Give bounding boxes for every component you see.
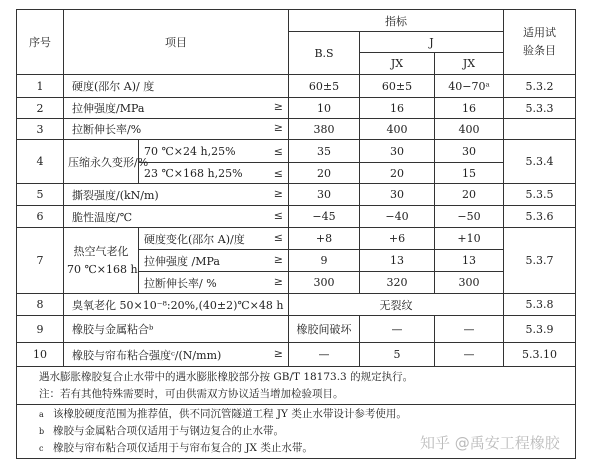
clause: 5.3.10	[504, 343, 576, 367]
note: 注：若有其他特殊需要时，可由供需双方协议适当增加检验项目。	[39, 387, 344, 400]
row-item: 拉伸强度/MPa ≥	[64, 98, 289, 119]
sub-condition: 拉断伸长率/ % ≥	[139, 272, 289, 294]
row-item: 热空气老化 70 ℃×168 h	[64, 228, 139, 294]
table-row	[17, 206, 576, 228]
table-row	[17, 98, 576, 119]
header-clause: 适用试验条目	[504, 10, 576, 75]
row-number: 9	[17, 316, 64, 343]
jx1-value: 13	[360, 250, 435, 272]
bs-value: −45	[289, 206, 360, 228]
row-item: 橡胶与帘布粘合强度ᶜ/(N/mm) ≥	[64, 343, 289, 367]
row-item: 脆性温度/℃ ≤	[64, 206, 289, 228]
row-number: 10	[17, 343, 64, 367]
footnote: a 该橡胶硬度范围为推荐值，供不同沉管隧道工程 JY 类止水带设计参考使用。	[39, 408, 407, 420]
jx1-value: —	[360, 316, 435, 343]
clause: 5.3.3	[504, 98, 576, 119]
watermark: 知乎 @禹安工程橡胶	[420, 434, 560, 452]
jx2-value: 40−70ᵃ	[435, 75, 504, 98]
header-item: 项目	[64, 10, 289, 75]
jx1-value: 5	[360, 343, 435, 367]
jx2-value: +10	[435, 228, 504, 250]
clause: 5.3.4	[504, 140, 576, 184]
header-j: J	[360, 32, 504, 53]
row-item: 撕裂强度/(kN/m) ≥	[64, 184, 289, 206]
jx2-value: —	[435, 343, 504, 367]
footnote: b 橡胶与金属粘合项仅适用于与钢边复合的止水带。	[39, 425, 284, 437]
bs-value: 35	[289, 140, 360, 163]
clause	[504, 119, 576, 140]
merged-value: 无裂纹	[289, 294, 504, 316]
jx1-value: +6	[360, 228, 435, 250]
clause: 5.3.8	[504, 294, 576, 316]
jx2-value: 30	[435, 140, 504, 163]
table-row	[17, 343, 576, 367]
bs-value: 380	[289, 119, 360, 140]
jx2-value: 400	[435, 119, 504, 140]
row-number: 3	[17, 119, 64, 140]
row-item: 橡胶与金属粘合ᵇ	[64, 316, 289, 343]
bs-value: +8	[289, 228, 360, 250]
jx2-value: 13	[435, 250, 504, 272]
row-item: 拉断伸长率/% ≥	[64, 119, 289, 140]
table-row	[17, 75, 576, 98]
note: 遇水膨胀橡胶复合止水带中的遇水膨胀橡胶部分按 GB/T 18173.3 的规定执行。	[39, 370, 414, 383]
jx1-value: 16	[360, 98, 435, 119]
table-row	[17, 140, 576, 163]
table-row	[17, 316, 576, 343]
row-number: 1	[17, 75, 64, 98]
jx1-value: 30	[360, 140, 435, 163]
jx2-value: 300	[435, 272, 504, 294]
jx2-value: −50	[435, 206, 504, 228]
notes	[17, 367, 576, 405]
clause: 5.3.6	[504, 206, 576, 228]
jx2-value: 20	[435, 184, 504, 206]
row-number: 5	[17, 184, 64, 206]
jx1-value: 20	[360, 163, 435, 184]
jx1-value: 320	[360, 272, 435, 294]
jx2-value: 15	[435, 163, 504, 184]
header-jx1: JX	[360, 53, 435, 75]
table-row	[17, 184, 576, 206]
bs-value: 9	[289, 250, 360, 272]
row-item: 压缩永久变形/%	[64, 140, 139, 184]
bs-value: 橡胶间破坏	[289, 316, 360, 343]
row-item: 硬度(邵尔 A)/ 度	[64, 75, 289, 98]
header-indicator: 指标	[289, 10, 504, 32]
row-number: 2	[17, 98, 64, 119]
jx2-value: 16	[435, 98, 504, 119]
sub-condition: 70 ℃×24 h,25% ≤	[139, 140, 289, 163]
jx2-value: —	[435, 316, 504, 343]
row-item: 臭氧老化 50×10⁻⁸:20%,(40±2)℃×48 h	[64, 294, 289, 316]
bs-value: 10	[289, 98, 360, 119]
table-row	[17, 294, 576, 316]
bs-value: 300	[289, 272, 360, 294]
sub-condition: 23 ℃×168 h,25% ≤	[139, 163, 289, 184]
header-seq: 序号	[17, 10, 64, 75]
row-number: 4	[17, 140, 64, 184]
spec-table	[16, 9, 576, 459]
row-number: 7	[17, 228, 64, 294]
header-jx2: JX	[435, 53, 504, 75]
clause: 5.3.5	[504, 184, 576, 206]
row-number: 8	[17, 294, 64, 316]
jx1-value: 60±5	[360, 75, 435, 98]
row-number: 6	[17, 206, 64, 228]
table-row	[17, 119, 576, 140]
clause: 5.3.7	[504, 228, 576, 294]
jx1-value: −40	[360, 206, 435, 228]
table-row	[17, 228, 576, 250]
bs-value: 30	[289, 184, 360, 206]
sub-condition: 硬度变化(邵尔 A)/度 ≤	[139, 228, 289, 250]
bs-value: —	[289, 343, 360, 367]
jx1-value: 400	[360, 119, 435, 140]
bs-value: 60±5	[289, 75, 360, 98]
jx1-value: 30	[360, 184, 435, 206]
header-bs: B.S	[289, 32, 360, 75]
sub-condition: 拉伸强度 /MPa ≥	[139, 250, 289, 272]
clause: 5.3.9	[504, 316, 576, 343]
clause: 5.3.2	[504, 75, 576, 98]
bs-value: 20	[289, 163, 360, 184]
footnote: c 橡胶与帘布粘合项仅适用于与帘布复合的 JX 类止水带。	[39, 442, 313, 454]
